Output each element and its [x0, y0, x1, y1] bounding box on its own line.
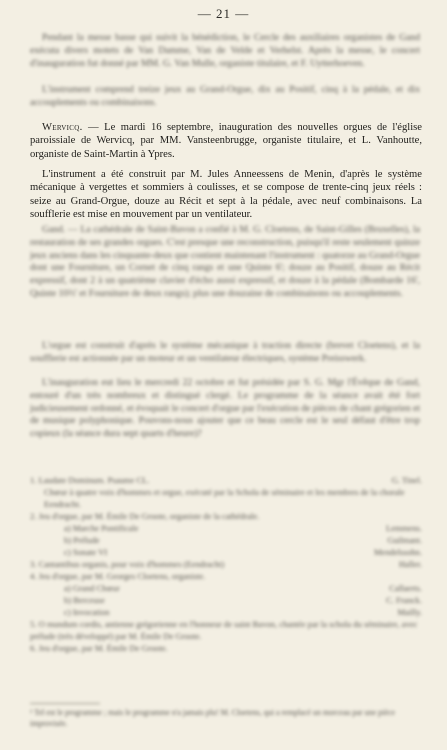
- program-item: [30, 570, 422, 582]
- wervicq-heading: Wervicq.: [42, 122, 83, 133]
- blurred-paragraph: L'inauguration eut lieu le mercredi 22 octobre et fut présidée par S. G. Mgr l'Évêque de Gand, entouré d'un très nombreux et distingué clergé. Le programme de la séance avait été fort judicieusement ordonné, et évoquait le concert d'orgue par l'exécution de pièces de chant grégorien et de musique polyphonique. Pouvons-nous ajouter que ce beau cercle est le seul défaut d'être trop copieux (la séance dura sept quarts d'heure)?: [30, 377, 420, 440]
- program-item: [30, 606, 422, 618]
- program-item-title: 6. Jeu d'orgue, par M. Émile De Groote.: [30, 643, 168, 653]
- program-item: [30, 486, 422, 510]
- program-item: [30, 522, 422, 534]
- footnote-rule: [30, 703, 100, 704]
- program-item-composer: Callaerts.: [389, 583, 422, 593]
- program-item-title: a) Grand Chœur: [64, 583, 120, 593]
- program-item-title: 4. Jeu d'orgue, par M. Georges Cloetens, organiste.: [30, 571, 206, 581]
- blurred-paragraph: L'orgue est construit d'après le système mécanique à traction directe (brevet Cloetens), et la soufflerie est actionnée par un moteur et un ventilateur électriques, système Preisswerk.: [30, 340, 420, 364]
- program-item-title: 2. Jeu d'orgue, par M. Émile De Groote, organiste de la cathédrale.: [30, 511, 260, 521]
- wervicq-paragraph: [30, 121, 422, 161]
- blurred-paragraph: L'instrument comprend treize jeux au Grand-Orgue, dix au Positif, cinq à la pédale, et dix accouplements ou combinaisons.: [30, 84, 420, 108]
- program-item-composer: Guilmant.: [387, 535, 422, 545]
- program-item: [30, 582, 422, 594]
- blurred-paragraph: Pendant la messe basse qui suivit la bénédiction, le Cercle des auxiliaires organistes de Gand exécuta divers motets de Van Damme, Van de Velde et Verhelst. Après la messe, le concert d'inauguration fut donné par MM. G. Van Mulle, organiste titulaire, et F. Uytterhoeven.: [30, 32, 420, 69]
- wervicq-paragraph-2: L'instrument a été construit par M. Jules Anneessens de Menin, d'après le système mécanique à vergettes et sommiers à coulisses, et se compose de trente-cinq jeux réels : seize au Grand-Orgue, douze au Récit et sept à la pédale, avec neuf combinaisons. La soufflerie est mise en mouvement par un ventilateur.: [30, 169, 422, 220]
- program-item-title: b) Prélude: [64, 535, 100, 545]
- program-item: [30, 546, 422, 558]
- wervicq-text: — Le mardi 16 septembre, inauguration des nouvelles orgues de l'église paroissiale de Wervicq, par MM. Vansteenbrugge, organiste titulaire, et L. Vanhoutte, organiste de Saint-Martin à Ypres.: [30, 122, 422, 160]
- program-item: [30, 594, 422, 606]
- footnote: ¹ Tel est le programme ; mais le programme n'a jamais plu! M. Cloetens, qui a remplacé un morceau par une pièce improvisée.: [30, 708, 396, 728]
- program-item-composer: G. Tinel.: [391, 475, 422, 485]
- program-item-composer: Haller.: [398, 559, 422, 569]
- program-item: [30, 510, 422, 522]
- blurred-paragraph: Gand. — La cathédrale de Saint-Bavon a confié à M. G. Cloetens, de Saint-Gilles (Bruxelles), la restauration de ses grandes orgues. C'est presque une reconstruction, puisqu'il reste seulement quinze jeux anciens dans les cinquante-deux que contient maintenant l'instrument : quatorze au Grand-Orgue dont une Fourniture, un Cornet de cinq rangs et une Quinte 6'; douze au Positif, douze au Récit expressif, dont 2 à un quatrième clavier d'écho aussi expressif, et douze à la pédale (Bombarde 16', Quinte 10⅔' et Fourniture de deux rangs); plus une douzaine de combinaisons ou accouplements.: [30, 224, 420, 299]
- program-item: [30, 618, 422, 642]
- program-item-title: a) Marche Pontificale: [64, 523, 139, 533]
- program-item-title: 1. Laudate Dominum. Psaume CL.: [30, 475, 150, 485]
- page-number: — 21 —: [197, 6, 250, 21]
- program-item-composer: C. Franck.: [385, 595, 422, 605]
- program-item-title: c) Invocation: [64, 607, 110, 617]
- program-item: [30, 642, 422, 654]
- program-item-composer: Mailly.: [397, 607, 422, 617]
- program-item-composer: Lemmens.: [385, 523, 422, 533]
- program-item: [30, 558, 422, 570]
- program-item-title: 5. O mundum cordis, antienne grégorienne en l'honneur de saint Bavon, chantée par la schola du séminaire, avec prélude (très développé) par M. Émile De Groote.: [30, 619, 418, 641]
- concert-program: [30, 474, 422, 654]
- program-item-title: 3. Cantantibus organis, pour voix d'hommes (Eendracht): [30, 559, 225, 569]
- program-item: [30, 534, 422, 546]
- program-item-composer: Mendelssohn.: [374, 547, 422, 557]
- program-item-title: b) Berceuse: [64, 595, 105, 605]
- program-item-title: Chœur à quatre voix d'hommes et orgue, exécuté par la Schola de séminaire et les membres de la chorale Eendracht.: [44, 487, 405, 509]
- program-item-title: c) Sonate VI: [64, 547, 108, 557]
- program-item: [30, 474, 422, 486]
